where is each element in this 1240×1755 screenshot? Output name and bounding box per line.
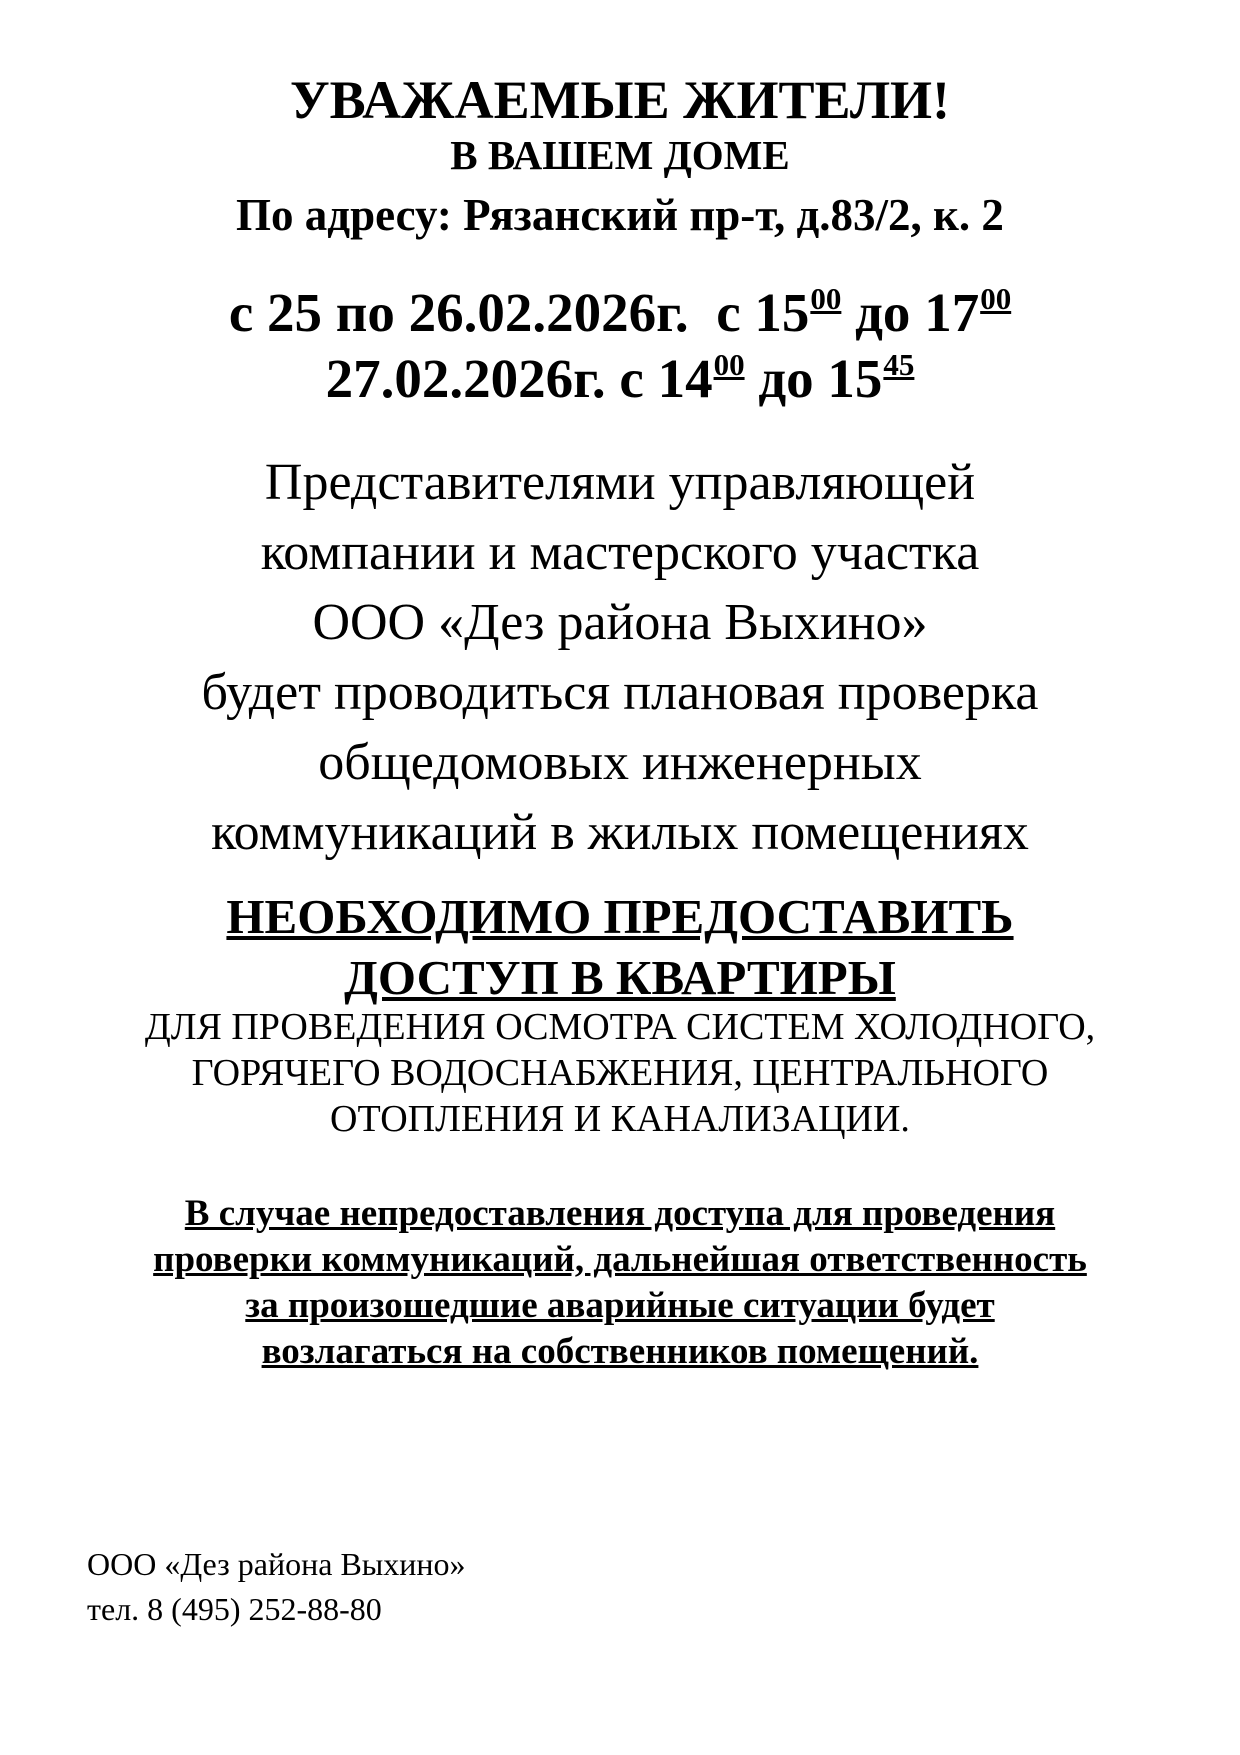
body-line: общедомовых инженерных bbox=[318, 734, 922, 791]
purpose-line: ГОРЯЧЕГО ВОДОСНАБЖЕНИЯ, ЦЕНТРАЛЬНОГО bbox=[191, 1052, 1049, 1094]
access-heading-line: ДОСТУП В КВАРТИРЫ bbox=[344, 950, 896, 1005]
warning-line: за произошедшие аварийные ситуации будет bbox=[245, 1285, 995, 1326]
schedule-start-minutes: 00 bbox=[713, 347, 745, 382]
body-line: Представителями управляющей bbox=[264, 454, 976, 511]
liability-warning bbox=[0, 1191, 1240, 1375]
schedule-from-word: с bbox=[716, 282, 741, 343]
schedule-dates: с 25 по 26.02.2026г. bbox=[228, 282, 689, 343]
schedule-block bbox=[0, 280, 1240, 412]
schedule-end-hour: 15 bbox=[827, 348, 883, 409]
schedule-start-hour: 14 bbox=[657, 348, 713, 409]
warning-line: возлагаться на собственников помещений. bbox=[261, 1331, 979, 1372]
greeting-heading: УВАЖАЕМЫЕ ЖИТЕЛИ! bbox=[289, 70, 951, 130]
access-heading-line: НЕОБХОДИМО ПРЕДОСТАВИТЬ bbox=[226, 889, 1014, 944]
schedule-end-minutes: 45 bbox=[883, 347, 915, 382]
schedule-line-1 bbox=[0, 280, 1240, 346]
schedule-end-hour: 17 bbox=[924, 282, 980, 343]
body-line: ООО «Дез района Выхино» bbox=[312, 594, 928, 651]
schedule-line-2 bbox=[0, 346, 1240, 412]
schedule-end-minutes: 00 bbox=[980, 281, 1012, 316]
address-line: По адресу: Рязанский пр-т, д.83/2, к. 2 bbox=[236, 190, 1004, 240]
inspection-description bbox=[0, 448, 1240, 868]
inspection-purpose bbox=[0, 1004, 1240, 1142]
schedule-from-word: с bbox=[619, 348, 644, 409]
schedule-to-word: до bbox=[855, 282, 911, 343]
warning-line: проверки коммуникаций, дальнейшая ответственность bbox=[153, 1239, 1087, 1280]
body-line: компании и мастерского участка bbox=[260, 524, 980, 581]
warning-line: В случае непредоставления доступа для проведения bbox=[184, 1193, 1056, 1234]
schedule-start-minutes: 00 bbox=[810, 281, 842, 316]
schedule-to-word: до bbox=[758, 348, 814, 409]
body-line: коммуникаций в жилых помещениях bbox=[211, 804, 1029, 861]
schedule-date: 27.02.2026г. bbox=[325, 348, 606, 409]
footer-organization: ООО «Дез района Выхино» bbox=[87, 1546, 466, 1582]
access-required-heading bbox=[0, 886, 1240, 1008]
footer-contacts bbox=[87, 1542, 466, 1632]
footer-phone: тел. 8 (495) 252-88-80 bbox=[87, 1591, 382, 1627]
body-line: будет проводиться плановая проверка bbox=[201, 664, 1039, 721]
purpose-line: ДЛЯ ПРОВЕДЕНИЯ ОСМОТРА СИСТЕМ ХОЛОДНОГО, bbox=[144, 1006, 1096, 1048]
purpose-line: ОТОПЛЕНИЯ И КАНАЛИЗАЦИИ. bbox=[330, 1098, 910, 1140]
in-home-subheading: В ВАШЕМ ДОМЕ bbox=[450, 132, 790, 178]
schedule-start-hour: 15 bbox=[754, 282, 810, 343]
